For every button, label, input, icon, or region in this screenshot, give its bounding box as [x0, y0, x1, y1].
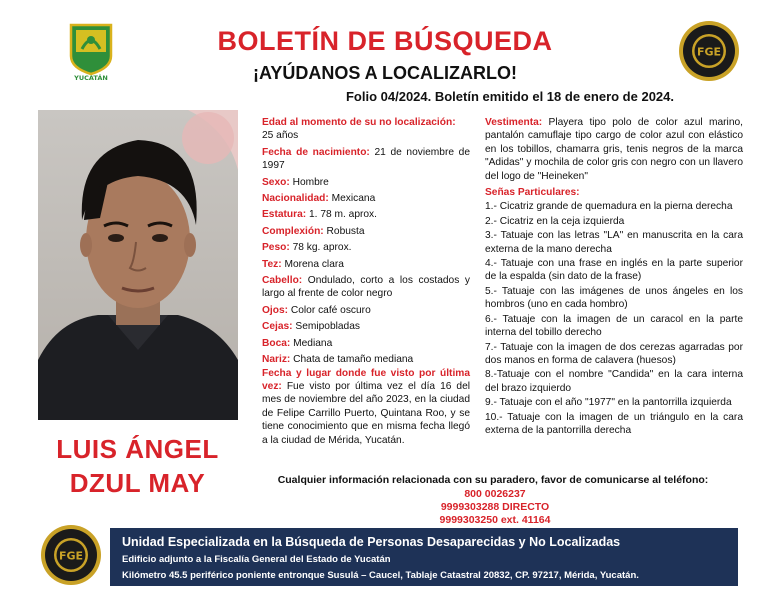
bulletin-folio: Folio 04/2024. Boletín emitido el 18 de enero de 2024.: [345, 89, 674, 104]
marks-label: [485, 186, 743, 199]
person-name: [30, 432, 245, 500]
fge-seal-icon: [40, 524, 102, 586]
detail-item: [262, 337, 470, 350]
detail-value: Chata de tamaño mediana: [293, 354, 414, 366]
detail-label: Tez:: [262, 258, 282, 270]
detail-value: 1. 78 m. aprox.: [309, 209, 377, 221]
mark-item: 7.- Tatuaje con la imagen de dos cerezas agarradas por dos manos en forma de calavera (huesos): [485, 341, 743, 366]
detail-item: [262, 116, 470, 143]
mark-item: 3.- Tatuaje con las letras "LA" en manuscrita en la cara externa de la mano derecha: [485, 230, 743, 255]
detail-item: [262, 225, 470, 238]
detail-label: Boca:: [262, 337, 291, 349]
detail-label: Sexo:: [262, 176, 290, 188]
detail-item: [262, 241, 470, 254]
phone-number[interactable]: 9999303288 DIRECTO: [440, 501, 550, 513]
fge-seal-text: FGE: [58, 549, 84, 563]
detail-label: Edad al momento de su no localización:: [262, 117, 456, 128]
mark-item: 1.- Cicatriz grande de quemadura en la pierna derecha: [485, 201, 733, 213]
detail-value: 25 años: [262, 130, 299, 142]
detail-value: Mediana: [293, 337, 333, 349]
mark-item: 5.- Tatuaje con las imágenes de unos ángeles en los hombros (uno en cada hombro): [485, 285, 743, 311]
detail-label: Ojos:: [262, 304, 289, 316]
clothing-marks-column: [485, 116, 743, 438]
person-name-line1: LUIS ÁNGEL: [56, 434, 219, 464]
mark-item: 8.-Tatuaje con el nombre "Candida" en la cara interna del brazo izquierdo: [485, 369, 743, 394]
mark-item: 2.- Cicatriz en la ceja izquierda: [485, 215, 625, 227]
detail-label: Peso:: [262, 242, 290, 254]
clothing-label: Vestimenta:: [485, 117, 543, 128]
person-name-line2: DZUL MAY: [69, 468, 206, 498]
bulletin-title: BOLETÍN DE BÚSQUEDA: [217, 26, 553, 56]
footer-title: Unidad Especializada en la Búsqueda de Personas Desaparecidas y No Localizadas: [122, 535, 621, 549]
detail-label: Fecha de nacimiento:: [262, 146, 370, 158]
detail-value: Color café oscuro: [290, 304, 371, 316]
fge-seal-text: FGE: [696, 45, 722, 59]
detail-label: Nariz:: [262, 354, 291, 366]
person-photo: [38, 110, 238, 420]
detail-value: Hombre: [292, 176, 329, 188]
detail-value: Semipobladas: [295, 321, 360, 333]
yucatan-logo-text: YUCATÁN: [74, 74, 108, 82]
phone-number[interactable]: 800 0026237: [464, 488, 526, 500]
detail-item: [262, 304, 470, 317]
detail-value: Fue visto por última vez el día 16 del mes de noviembre del año 2023, en la ciudad de Felipe Carrillo Puerto, Quintana Roo, y se tiene conocimiento que en misma fecha llegó a la ciudad de Mérida, Yucatán.: [262, 380, 470, 446]
detail-item: [262, 367, 470, 447]
contact-intro: Cualquier información relacionada con su paradero, favor de comunicarse al teléfono:: [277, 474, 709, 486]
detail-label: Cabello:: [262, 275, 303, 287]
phone-number[interactable]: 9999303250 ext. 41164: [439, 514, 551, 526]
detail-label: Nacionalidad:: [262, 193, 329, 205]
footer-banner: [110, 528, 738, 586]
detail-value: Mexicana: [331, 193, 376, 205]
detail-label: Fecha y lugar donde fue visto por última vez:: [262, 367, 470, 392]
clothing-block: [485, 116, 743, 183]
detail-label: Estatura:: [262, 209, 307, 221]
mark-item: 10.- Tatuaje con la imagen de un triángulo en la cara externa de la pantorrilla derecha: [485, 411, 743, 436]
detail-item: [262, 258, 470, 271]
detail-label: Complexión:: [262, 225, 324, 237]
detail-item: [262, 176, 470, 189]
detail-item: [262, 353, 470, 366]
fge-seal-icon: [678, 20, 740, 82]
detail-value: Ondulado, corto a los costados y largo al frente de color negro: [262, 275, 470, 300]
mark-item: 4.- Tatuaje con una frase en inglés en la parte superior de la espalda (sin dato de la frase): [485, 258, 743, 283]
detail-value: 21 de noviembre de 1997: [262, 146, 470, 172]
detail-value: Morena clara: [284, 258, 344, 270]
detail-item: [262, 192, 470, 205]
detail-label: Cejas:: [262, 321, 293, 333]
bulletin-subtitle: ¡AYÚDANOS A LOCALIZARLO!: [253, 63, 517, 83]
detail-value: Robusta: [326, 225, 365, 237]
details-column: [262, 116, 470, 450]
detail-value: 78 kg. aprox.: [292, 242, 352, 254]
clothing-value: Playera tipo polo de color azul marino, pantalón camuflaje tipo cargo de color azul con elástico en los tobillos, chamarra gris, tenis negros de la marca "Adidas" y mochila de color gris con negro con un llavero del logo de "Heineken": [485, 117, 743, 182]
detail-item: [262, 274, 470, 301]
detail-item: [262, 146, 470, 173]
marks-label-text: Señas Particulares:: [485, 187, 580, 199]
footer-address-line1: Edificio adjunto a la Fiscalía General del Estado de Yucatán: [122, 554, 391, 565]
mark-item: 6.- Tatuaje con la imagen de un caracol en la parte interna del tobillo derecho: [485, 313, 743, 339]
mark-item: 9.- Tatuaje con el año "1977" en la pantorrilla izquierda: [485, 397, 732, 409]
detail-item: [262, 208, 470, 221]
yucatan-coat-of-arms-icon: [68, 22, 114, 82]
detail-item: [262, 320, 470, 333]
footer-address-line2: Kilómetro 45.5 periférico poniente entronque Susulá – Caucel, Tablaje Catastral 20832, CP. 97217, Mérida, Yucatán.: [122, 570, 639, 581]
